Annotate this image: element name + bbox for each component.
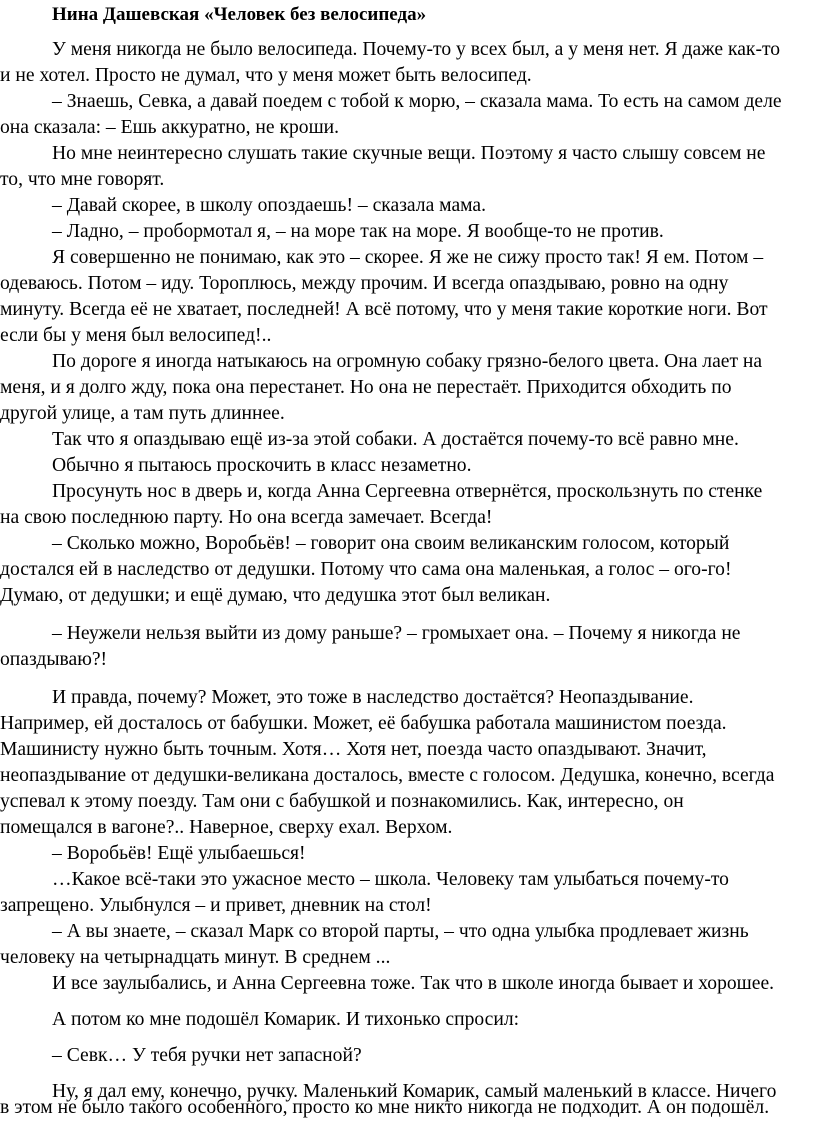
text-line: – А вы знаете, – сказал Марк со второй парты, – что одна улыбка продлевает жизнь xyxy=(52,921,749,942)
text-line: – Севк… У тебя ручки нет запасной? xyxy=(52,1045,362,1066)
text-line: другой улице, а там путь длиннее. xyxy=(0,403,285,424)
text-line: Так что я опаздываю ещё из-за этой собаки. А достаётся почему-то всё равно мне. xyxy=(52,429,739,450)
text-line: если бы у меня был велосипед!.. xyxy=(0,325,272,346)
text-line: А потом ко мне подошёл Комарик. И тихонько спросил: xyxy=(52,1009,520,1030)
text-line: запрещено. Улыбнулся – и привет, дневник на стол! xyxy=(0,895,432,916)
text-line: Машинисту нужно быть точным. Хотя… Хотя нет, поезда часто опаздывают. Значит, xyxy=(0,739,707,760)
text-line: успевал к этому поезду. Там они с бабушкой и познакомились. Как, интересно, он xyxy=(0,791,684,812)
text-line: У меня никогда не было велосипеда. Почему-то у всех был, а у меня нет. Я даже как-то xyxy=(52,39,781,60)
text-line: она сказала: – Ешь аккуратно, не кроши. xyxy=(0,117,340,138)
text-line: помещался в вагоне?.. Наверное, сверху ехал. Верхом. xyxy=(0,817,453,838)
text-line: человеку на четырнадцать минут. В среднем ... xyxy=(0,947,391,968)
text-line: И все заулыбались, и Анна Сергеевна тоже. Так что в школе иногда бывает и хорошее. xyxy=(52,973,775,994)
text-line: достался ей в наследство от дедушки. Потому что сама она маленькая, а голос – ого-го! xyxy=(0,559,732,580)
text-line: Например, ей досталось от бабушки. Может, её бабушка работала машинистом поезда. xyxy=(0,713,727,734)
text-line: Но мне неинтересно слушать такие скучные вещи. Поэтому я часто слышу совсем не xyxy=(52,143,766,164)
text-line: – Знаешь, Севка, а давай поедем с тобой к морю, – сказала мама. То есть на самом деле xyxy=(52,91,782,112)
text-line: меня, и я долго жду, пока она перестанет. Но она не перестаёт. Приходится обходить по xyxy=(0,377,732,398)
text-line: …Какое всё-таки это ужасное место – школа. Человеку там улыбаться почему-то xyxy=(52,869,729,890)
text-line: и не хотел. Просто не думал, что у меня может быть велосипед. xyxy=(0,65,532,86)
text-line: в этом не было такого особенного, просто ко мне никто никогда не подходит. А он подошёл. xyxy=(0,1097,770,1118)
text-line: на свою последнюю парту. Но она всегда замечает. Всегда! xyxy=(0,507,493,528)
text-line: – Ладно, – пробормотал я, – на море так на море. Я вообще-то не против. xyxy=(52,221,664,242)
text-line: опаздываю?! xyxy=(0,649,108,670)
document-title: Нина Дашевская «Человек без велосипеда» xyxy=(52,4,427,25)
text-line: неопаздывание от дедушки-великана досталось, вместе с голосом. Дедушка, конечно, всегда xyxy=(0,765,775,786)
text-line: Просунуть нос в дверь и, когда Анна Сергеевна отвернётся, проскользнуть по стенке xyxy=(52,481,763,502)
text-line: Обычно я пытаюсь проскочить в класс незаметно. xyxy=(52,455,472,476)
text-line: Ну, я дал ему, конечно, ручку. Маленький Комарик, самый маленький в классе. Ничего xyxy=(52,1081,777,1102)
text-line: По дороге я иногда натыкаюсь на огромную собаку грязно-белого цвета. Она лает на xyxy=(52,351,763,372)
text-line: – Давай скорее, в школу опоздаешь! – сказала мама. xyxy=(52,195,486,216)
text-line: минуту. Всегда её не хватает, последней! А всё потому, что у меня такие короткие ноги. Вот xyxy=(0,299,768,320)
text-line: – Сколько можно, Воробьёв! – говорит она своим великанским голосом, который xyxy=(52,533,730,554)
text-line: – Воробьёв! Ещё улыбаешься! xyxy=(52,843,306,864)
text-line: Думаю, от дедушки; и ещё думаю, что дедушка этот был великан. xyxy=(0,585,551,606)
text-line: – Неужели нельзя выйти из дому раньше? – громыхает она. – Почему я никогда не xyxy=(52,623,741,644)
text-line: И правда, почему? Может, это тоже в наследство достаётся? Неопаздывание. xyxy=(52,687,694,708)
text-line: то, что мне говорят. xyxy=(0,169,165,190)
text-line: одеваюсь. Потом – иду. Тороплюсь, между прочим. И всегда опаздываю, ровно на одну xyxy=(0,273,729,294)
text-line: Я совершенно не понимаю, как это – скорее. Я же не сижу просто так! Я ем. Потом – xyxy=(52,247,764,268)
